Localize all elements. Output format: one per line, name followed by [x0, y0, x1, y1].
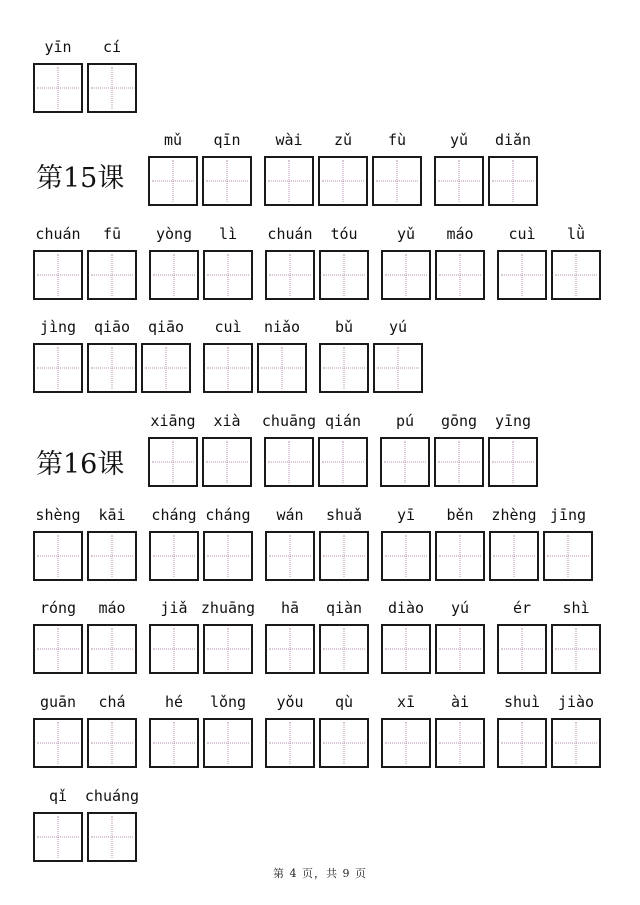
- writing-box[interactable]: [148, 156, 198, 206]
- writing-box[interactable]: [319, 624, 369, 674]
- writing-box[interactable]: [148, 437, 198, 487]
- writing-box[interactable]: [435, 624, 485, 674]
- pinyin-label: ài: [450, 693, 470, 711]
- pinyin-label: qiàn: [325, 599, 363, 617]
- pinyin-label: yīng: [494, 412, 532, 430]
- pinyin-label: chuán: [267, 225, 313, 243]
- writing-box[interactable]: [87, 531, 137, 581]
- pinyin-label: lǒng: [209, 693, 247, 711]
- writing-box[interactable]: [551, 624, 601, 674]
- writing-box[interactable]: [435, 250, 485, 300]
- pinyin-label: yú: [450, 599, 470, 617]
- writing-box[interactable]: [203, 718, 253, 768]
- pinyin-label: jīng: [549, 506, 587, 524]
- pinyin-label: lǜ: [566, 225, 586, 243]
- pinyin-label: shuì: [503, 693, 541, 711]
- pinyin-label: gōng: [440, 412, 478, 430]
- pinyin-label: qián: [324, 412, 362, 430]
- writing-box[interactable]: [33, 624, 83, 674]
- pinyin-label: yǒu: [276, 693, 304, 711]
- writing-box[interactable]: [87, 63, 137, 113]
- pinyin-label: běn: [446, 506, 474, 524]
- pinyin-label: xī: [396, 693, 416, 711]
- pinyin-label: qù: [334, 693, 354, 711]
- pinyin-label: róng: [39, 599, 77, 617]
- writing-box[interactable]: [87, 624, 137, 674]
- writing-box[interactable]: [141, 343, 191, 393]
- writing-box[interactable]: [319, 718, 369, 768]
- writing-box[interactable]: [203, 624, 253, 674]
- pinyin-label: xiāng: [150, 412, 196, 430]
- writing-box[interactable]: [149, 718, 199, 768]
- pinyin-label: máo: [98, 599, 126, 617]
- writing-box[interactable]: [265, 624, 315, 674]
- writing-box[interactable]: [488, 156, 538, 206]
- pinyin-label: chuán: [35, 225, 81, 243]
- pinyin-label: máo: [446, 225, 474, 243]
- pinyin-label: jiào: [557, 693, 595, 711]
- writing-box[interactable]: [380, 437, 430, 487]
- writing-box[interactable]: [87, 812, 137, 862]
- pinyin-label: cuì: [508, 225, 536, 243]
- writing-box[interactable]: [319, 343, 369, 393]
- pinyin-label: kāi: [98, 506, 126, 524]
- writing-box[interactable]: [372, 156, 422, 206]
- pinyin-label: lì: [218, 225, 238, 243]
- writing-box[interactable]: [551, 250, 601, 300]
- pinyin-label: chuáng: [84, 787, 140, 805]
- pinyin-label: wài: [275, 131, 303, 149]
- writing-box[interactable]: [435, 531, 485, 581]
- pinyin-label: yǔ: [396, 225, 416, 243]
- writing-box[interactable]: [551, 718, 601, 768]
- pinyin-label: yǔ: [449, 131, 469, 149]
- writing-box[interactable]: [257, 343, 307, 393]
- pinyin-label: zhèng: [491, 506, 537, 524]
- page-footer: 第 4 页，共 9 页: [273, 867, 367, 880]
- writing-box[interactable]: [381, 624, 431, 674]
- writing-box[interactable]: [149, 250, 199, 300]
- pinyin-label: zǔ: [333, 131, 353, 149]
- writing-box[interactable]: [381, 718, 431, 768]
- pinyin-label: mǔ: [163, 131, 183, 149]
- pinyin-label: qīn: [213, 131, 241, 149]
- writing-box[interactable]: [488, 437, 538, 487]
- pinyin-label: shèng: [35, 506, 81, 524]
- pinyin-label: niǎo: [263, 318, 301, 336]
- pinyin-label: guān: [39, 693, 77, 711]
- writing-box[interactable]: [319, 531, 369, 581]
- pinyin-label: yú: [388, 318, 408, 336]
- writing-box[interactable]: [319, 250, 369, 300]
- writing-box[interactable]: [318, 156, 368, 206]
- writing-box[interactable]: [87, 250, 137, 300]
- pinyin-label: cháng: [205, 506, 251, 524]
- pinyin-label: diǎn: [494, 131, 532, 149]
- writing-box[interactable]: [202, 437, 252, 487]
- pinyin-label: qǐ: [48, 787, 68, 805]
- pinyin-label: xià: [213, 412, 241, 430]
- writing-box[interactable]: [33, 531, 83, 581]
- writing-box[interactable]: [497, 624, 547, 674]
- writing-box[interactable]: [87, 343, 137, 393]
- pinyin-label: shuǎ: [325, 506, 363, 524]
- writing-box[interactable]: [435, 718, 485, 768]
- lesson-16-heading: 第16课: [36, 449, 125, 480]
- writing-box[interactable]: [149, 531, 199, 581]
- pinyin-label: pú: [395, 412, 415, 430]
- writing-box[interactable]: [264, 437, 314, 487]
- pinyin-label: zhuāng: [200, 599, 256, 617]
- pinyin-label: yī: [396, 506, 416, 524]
- pinyin-label: jìng: [39, 318, 77, 336]
- writing-box[interactable]: [381, 531, 431, 581]
- pinyin-label: qiāo: [93, 318, 131, 336]
- writing-box[interactable]: [87, 718, 137, 768]
- writing-box[interactable]: [434, 156, 484, 206]
- writing-box[interactable]: [203, 250, 253, 300]
- writing-box[interactable]: [149, 624, 199, 674]
- writing-box[interactable]: [489, 531, 539, 581]
- writing-box[interactable]: [381, 250, 431, 300]
- pinyin-label: hé: [164, 693, 184, 711]
- pinyin-label: qiāo: [147, 318, 185, 336]
- writing-box[interactable]: [203, 531, 253, 581]
- pinyin-label: ér: [512, 599, 532, 617]
- writing-box[interactable]: [265, 531, 315, 581]
- writing-box[interactable]: [497, 250, 547, 300]
- pinyin-label: yòng: [155, 225, 193, 243]
- writing-box[interactable]: [33, 718, 83, 768]
- pinyin-label: wán: [276, 506, 304, 524]
- writing-box[interactable]: [265, 718, 315, 768]
- pinyin-label: cí: [102, 38, 122, 56]
- writing-box[interactable]: [434, 437, 484, 487]
- pinyin-label: fū: [102, 225, 122, 243]
- pinyin-label: cuì: [214, 318, 242, 336]
- pinyin-label: hā: [280, 599, 300, 617]
- writing-box[interactable]: [33, 250, 83, 300]
- writing-box[interactable]: [373, 343, 423, 393]
- pinyin-label: yīn: [44, 38, 72, 56]
- pinyin-label: cháng: [151, 506, 197, 524]
- writing-box[interactable]: [33, 812, 83, 862]
- pinyin-label: fù: [387, 131, 407, 149]
- writing-box[interactable]: [497, 718, 547, 768]
- writing-box[interactable]: [33, 343, 83, 393]
- writing-box[interactable]: [264, 156, 314, 206]
- writing-box[interactable]: [33, 63, 83, 113]
- writing-box[interactable]: [202, 156, 252, 206]
- pinyin-label: chuāng: [261, 412, 317, 430]
- writing-box[interactable]: [265, 250, 315, 300]
- writing-box[interactable]: [203, 343, 253, 393]
- lesson-15-heading: 第15课: [36, 163, 125, 194]
- writing-box[interactable]: [318, 437, 368, 487]
- pinyin-label: bǔ: [334, 318, 354, 336]
- pinyin-label: tóu: [330, 225, 358, 243]
- pinyin-label: shì: [562, 599, 590, 617]
- pinyin-label: jiǎ: [160, 599, 188, 617]
- pinyin-label: chá: [98, 693, 126, 711]
- pinyin-label: diào: [387, 599, 425, 617]
- writing-box[interactable]: [543, 531, 593, 581]
